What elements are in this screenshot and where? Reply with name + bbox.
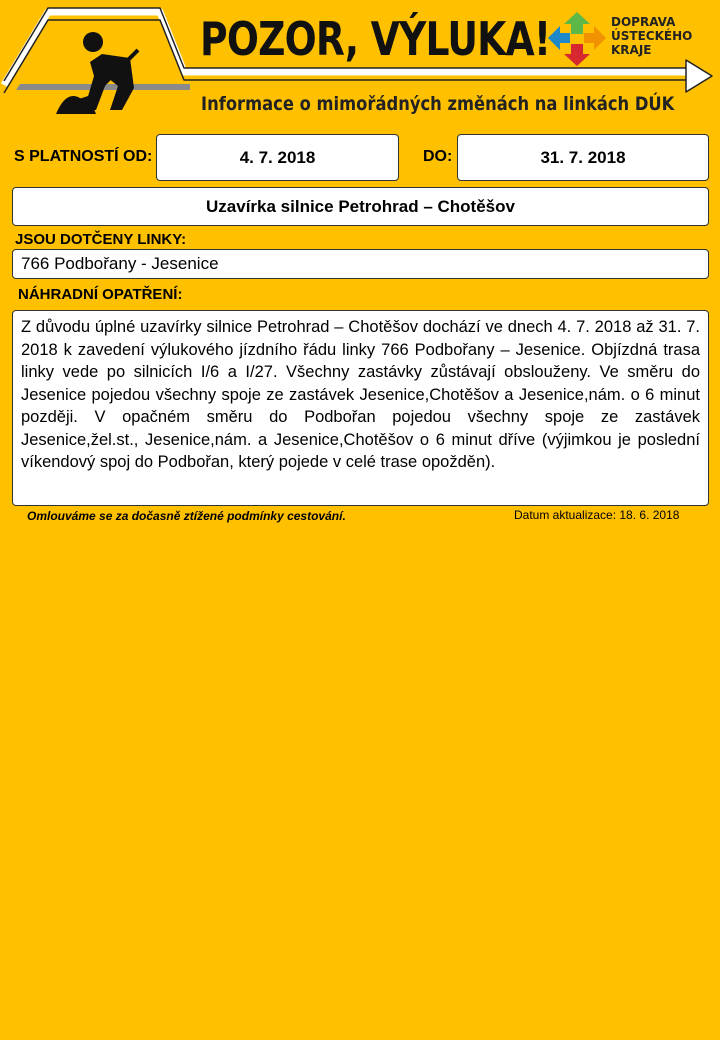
affected-lines-value: 766 Podbořany - Jesenice [12, 249, 709, 279]
page-title: POZOR, VÝLUKA! [200, 12, 551, 66]
valid-from-value: 4. 7. 2018 [156, 134, 399, 181]
logo-line: KRAJE [611, 43, 652, 57]
worker-icon [56, 32, 138, 114]
closure-title: Uzavírka silnice Petrohrad – Chotěšov [12, 187, 709, 226]
logo-line: DOPRAVA [611, 15, 676, 29]
header-banner [0, 0, 720, 130]
logo-line: ÚSTECKÉHO [611, 29, 693, 43]
valid-from-label: S PLATNOSTÍ OD: [14, 148, 153, 165]
valid-to-label: DO: [423, 148, 453, 165]
measures-label: NÁHRADNÍ OPATŘENÍ: [18, 286, 183, 303]
page-subtitle: Informace o mimořádných změnách na linkách DÚK [201, 93, 675, 115]
measures-text: Z důvodu úplné uzavírky silnice Petrohrad – Chotěšov dochází ve dnech 4. 7. 2018 až 31. 7. 2018 k zavedení výlukového jízdního řádu linky 766 Podbořany – Jesenice. Objízdná trasa linky vede po silnicích I/6 a I/27. Všechny zastávky zůstávají obslouženy. Ve směru do Jesenice pojedou všechny spoje ze zastávek Jesenice,Chotěšov a Jesenice,nám. o 6 minut později. V opačném směru do Podbořan pojedou všechny spoje ze zastávek Jesenice,žel.st., Jesenice,nám. a Jesenice,Chotěšov o 6 minut dříve (výjimkou je poslední víkendový spoj do Podbořan, který pojede v celé trase opožděn). [12, 310, 709, 506]
duk-logo-icon [548, 12, 606, 66]
apology-text: Omlouváme se za dočasně ztížené podmínky cestování. [27, 509, 346, 523]
affected-lines-label: JSOU DOTČENY LINKY: [15, 231, 187, 248]
logo-text [611, 15, 692, 57]
update-date: Datum aktualizace: 18. 6. 2018 [514, 508, 680, 522]
valid-to-value: 31. 7. 2018 [457, 134, 709, 181]
